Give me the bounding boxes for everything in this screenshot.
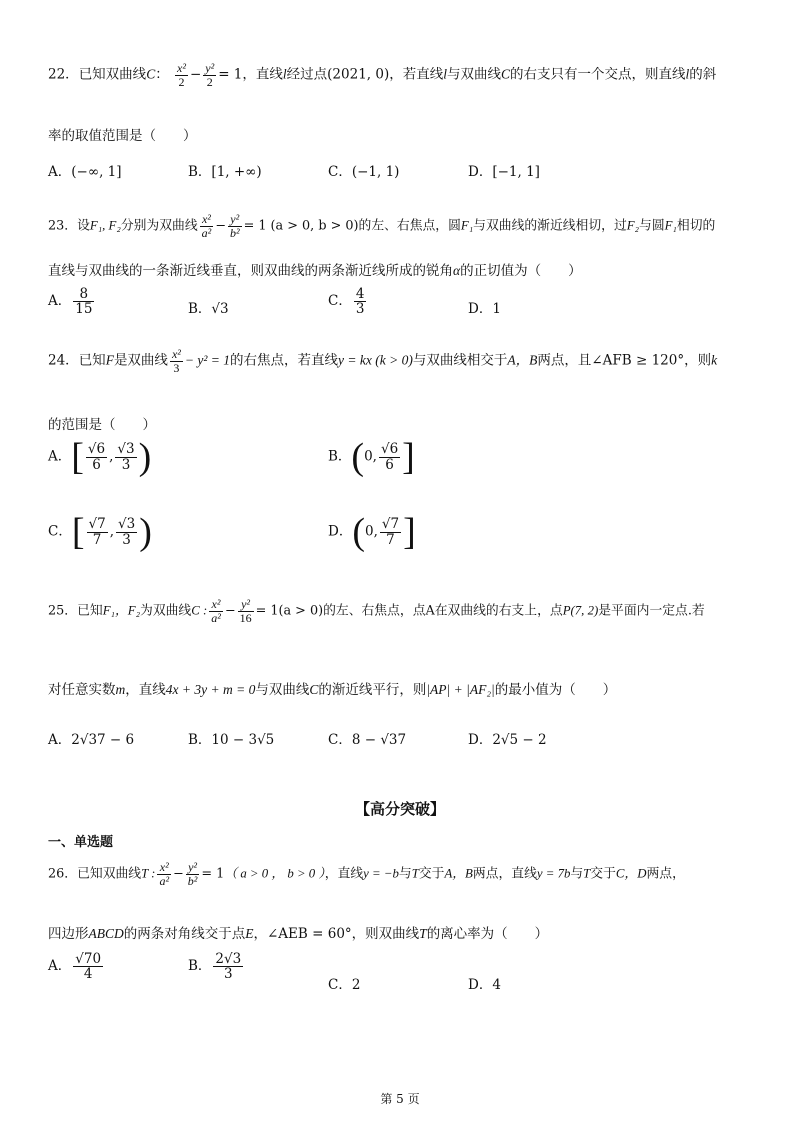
option-d[interactable]: D．[−1, 1] (468, 164, 540, 180)
option-d[interactable]: D．4 (468, 977, 501, 993)
question-22-line-1: 22．已知双曲线C： $\frac{\text{x²}}{2}$ − $\frac{\text{y²}}{2}$ = 1，直线l经过点(2021, 0)，若直线l与双曲线C的右支只有一个交点，则直线l的斜 (48, 61, 717, 89)
question-26-line-2: 四边形ABCD的两条对角线交于点E，∠AEB = 60°，则双曲线T的离心率为（ ） (48, 926, 549, 942)
option-c[interactable]: C．[ $\frac{√7}{7}$ , $\frac{√3}{3}$ ) (48, 511, 152, 553)
section-subtitle: 一、单选题 (48, 835, 114, 850)
fraction: $\frac{\text{x²}}{2}$ (177, 61, 186, 89)
option-c[interactable]: C．2 (328, 977, 361, 993)
fraction: $\frac{\text{x²}}{\text{a²}}$ (211, 597, 221, 625)
option-a[interactable]: A．2√37 − 6 (48, 732, 135, 748)
question-24-line-1: 24．已知F是双曲线 $\frac{\text{x²}}{3}$ − y² = 1的右焦点，若直线y = kx (k > 0)与双曲线相交于A，B两点，且∠AFB ≥ 120°，则k (48, 347, 718, 375)
fraction: $\frac{\text{y²}}{\text{b²}}$ (229, 212, 240, 240)
question-23-line-2: 直线与双曲线的一条渐近线垂直，则双曲线的两条渐近线所成的锐角α的正切值为（ ） (48, 263, 582, 279)
question-26-line-1: 26．已知双曲线T : $\frac{\text{x²}}{\text{a²}}$ − $\frac{\text{y²}}{\text{b²}}$ = 1（ a > 0 ， b > 0 ），直线y = −b与T交于A，B两点，直线y = 7b与T交于C，D两点， (48, 860, 685, 888)
option-d[interactable]: D．(0, $\frac{√7}{7}$ ] (328, 511, 416, 553)
page-number: 第 5 页 (380, 1092, 420, 1106)
option-b[interactable]: B．√3 (188, 301, 229, 317)
fraction: $\frac{\text{x²}}{3}$ (171, 347, 181, 375)
option-d[interactable]: D．2√5 − 2 (468, 732, 547, 748)
option-c[interactable]: C．8 − √37 (328, 732, 407, 748)
question-22-line-2: 率的取值范围是（ ） (48, 128, 197, 144)
fraction: $\frac{\text{y²}}{16}$ (239, 597, 252, 625)
option-a[interactable]: A．(−∞, 1] (48, 164, 122, 180)
option-b[interactable]: B． $\frac{2√3}{3}$ (188, 951, 242, 983)
option-b[interactable]: B．10 − 3√5 (188, 732, 275, 748)
section-title: 【高分突破】 (354, 800, 445, 818)
option-a[interactable]: A． $\frac{8}{15}$ (48, 286, 93, 318)
fraction: $\frac{\text{y²}}{2}$ (205, 61, 215, 89)
question-25-line-1: 25．已知F₁，F₂为双曲线C : $\frac{\text{x²}}{\text{a²}}$ − $\frac{\text{y²}}{16}$ = 1(a > 0)的左、右焦点，点A在双曲线的右支上，点P(7, 2)是平面内一定点.若 (48, 597, 705, 625)
fraction: $\frac{\text{x²}}{\text{a²}}$ (201, 212, 212, 240)
fraction: $\frac{\text{x²}}{\text{a²}}$ (159, 860, 170, 888)
option-c[interactable]: C． $\frac{4}{3}$ (328, 286, 365, 318)
question-23-line-1: 23．设F₁, F₂分别为双曲线 $\frac{\text{x²}}{\text{a²}}$ − $\frac{\text{y²}}{\text{b²}}$ = 1 (a > 0, b > 0)的左、右焦点，圆F₁与双曲线的渐近线相切，过F₂与圆F₁相切的 (48, 212, 716, 240)
fraction: $\frac{\text{y²}}{\text{b²}}$ (187, 860, 198, 888)
option-c[interactable]: C．(−1, 1) (328, 164, 400, 180)
option-d[interactable]: D．1 (468, 301, 501, 317)
option-b[interactable]: B．[1, +∞) (188, 164, 262, 180)
question-24-line-2: 的范围是（ ） (48, 417, 156, 433)
option-b[interactable]: B．(0, $\frac{√6}{6}$ ] (328, 436, 415, 478)
question-25-line-2: 对任意实数m，直线4x + 3y + m = 0与双曲线C的渐近线平行，则|AP| + |AF₂|的最小值为（ ） (48, 682, 617, 698)
option-a[interactable]: A． $\frac{√70}{4}$ (48, 951, 102, 983)
option-a[interactable]: A．[ $\frac{√6}{6}$ , $\frac{√3}{3}$ ) (48, 436, 152, 478)
